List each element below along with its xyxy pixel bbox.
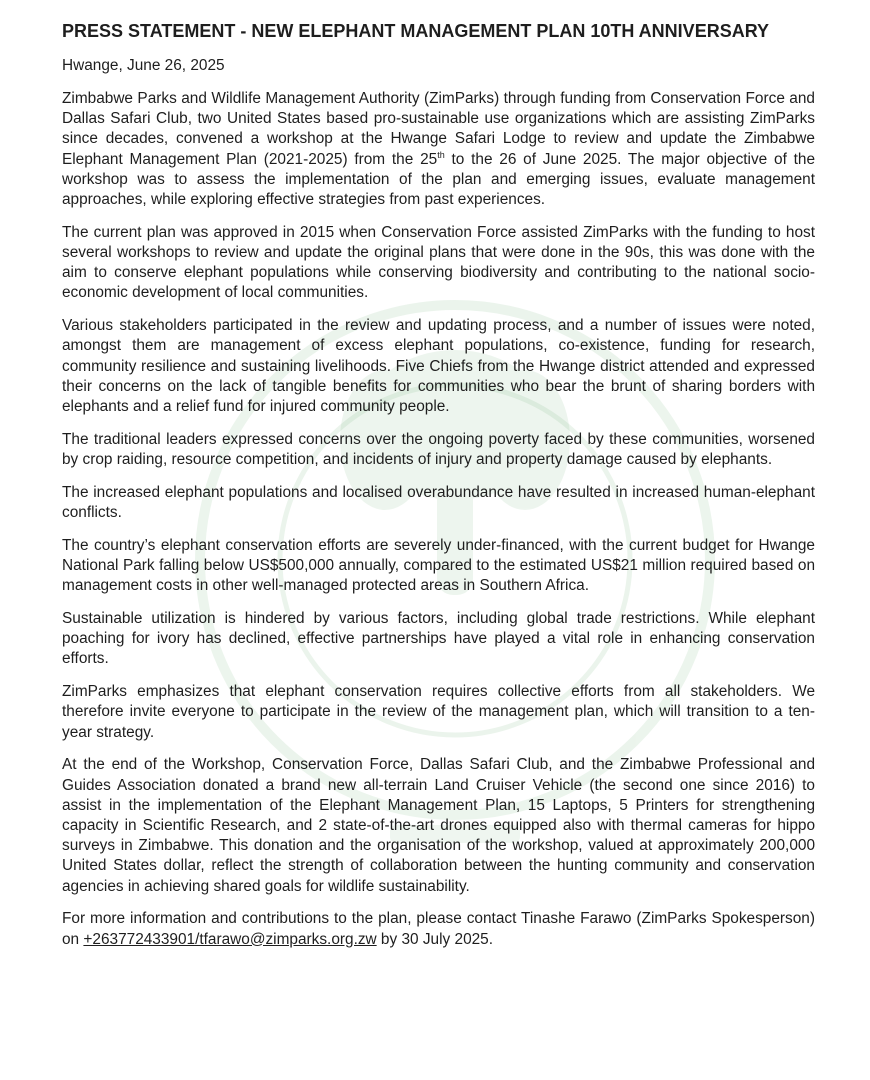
paragraph-plan-history: The current plan was approved in 2015 when Conservation Force assisted ZimParks with the funding to host several workshops to review and update the original plans that were done in the 90s, this was done with the aim to conserve elephant populations while conserving biodiversity and contributing to the national socio-economic development of local communities.: [62, 223, 815, 302]
paragraph-text: by 30 July 2025.: [376, 930, 494, 948]
paragraph-workshop-intro: [62, 89, 815, 210]
contact-link[interactable]: +263772433901/tfarawo@zimparks.org.zw: [83, 930, 377, 948]
paragraph-traditional-leaders: The traditional leaders expressed concerns over the ongoing poverty faced by these communities, worsened by crop raiding, resource competition, and incidents of injury and property damage caused by elephants.: [62, 430, 815, 469]
paragraph-text: For more information and contributions to the plan, please contact Tinashe Farawo (ZimParks Spokesperson) on: [62, 910, 815, 948]
paragraph-text: to the 26 of June 2025. The major objective of the workshop was to assess the implementation of the plan and emerging issues, evaluate management approaches, while exploring effective strategies from past experiences.: [62, 150, 816, 209]
ordinal-superscript: th: [437, 149, 445, 160]
paragraph-contact: [62, 909, 815, 949]
paragraph-financing: The country’s elephant conservation efforts are severely under-financed, with the current budget for Hwange National Park falling below US$500,000 annually, compared to the estimated US$21 million required based on management costs in other well-managed protected areas in Southern Africa.: [62, 536, 815, 595]
dateline: Hwange, June 26, 2025: [62, 57, 225, 74]
paragraph-collective-efforts: ZimParks emphasizes that elephant conservation requires collective efforts from all stakeholders. We therefore invite everyone to participate in the review of the management plan, which will transition to a ten-year strategy.: [62, 683, 815, 741]
paragraph-sustainable-utilization: Sustainable utilization is hindered by various factors, including global trade restrictions. While elephant poaching for ivory has declined, effective partnerships have played a vital role in enhancing conservation efforts.: [62, 610, 815, 668]
paragraph-stakeholders: Various stakeholders participated in the review and updating process, and a number of issues were noted, amongst them are management of excess elephant populations, co-existence, funding for research, community resilience and sustaining livelihoods. Five Chiefs from the Hwange district attended and expressed their concerns on the lack of tangible benefits for communities who bear the brunt of sharing borders with elephants and a relief fund for injured community people.: [62, 317, 815, 416]
paragraph-donation: At the end of the Workshop, Conservation Force, Dallas Safari Club, and the Zimbabwe Professional and Guides Association donated a brand new all-terrain Land Cruiser Vehicle (the second one since 2016) to assist in the implementation of the Elephant Management Plan, 15 Laptops, 5 Printers for strengthening capacity in Scientific Research, and 2 state-of-the-art drones equipped also with thermal cameras for hippo surveys in Zimbabwe. This donation and the organisation of the workshop, valued at approximately 200,000 United States dollar, reflect the strength of collaboration between the hunting community and conservation agencies in achieving shared goals for wildlife sustainability.: [62, 756, 815, 895]
document-title: PRESS STATEMENT - NEW ELEPHANT MANAGEMENT PLAN 10TH ANNIVERSARY: [62, 21, 770, 41]
paragraph-text: Zimbabwe Parks and Wildlife Management Authority (ZimParks) through funding from Conservation Force and Dallas Safari Club, two United States based pro-sustainable use organizations which are assisting ZimParks since decades, convened a workshop at the Hwange Safari Lodge to review and update the Zimbabwe Elephant Management Plan (2021-2025) from the 25: [62, 90, 815, 168]
paragraph-conflicts: The increased elephant populations and localised overabundance have resulted in increased human-elephant conflicts.: [62, 483, 815, 522]
